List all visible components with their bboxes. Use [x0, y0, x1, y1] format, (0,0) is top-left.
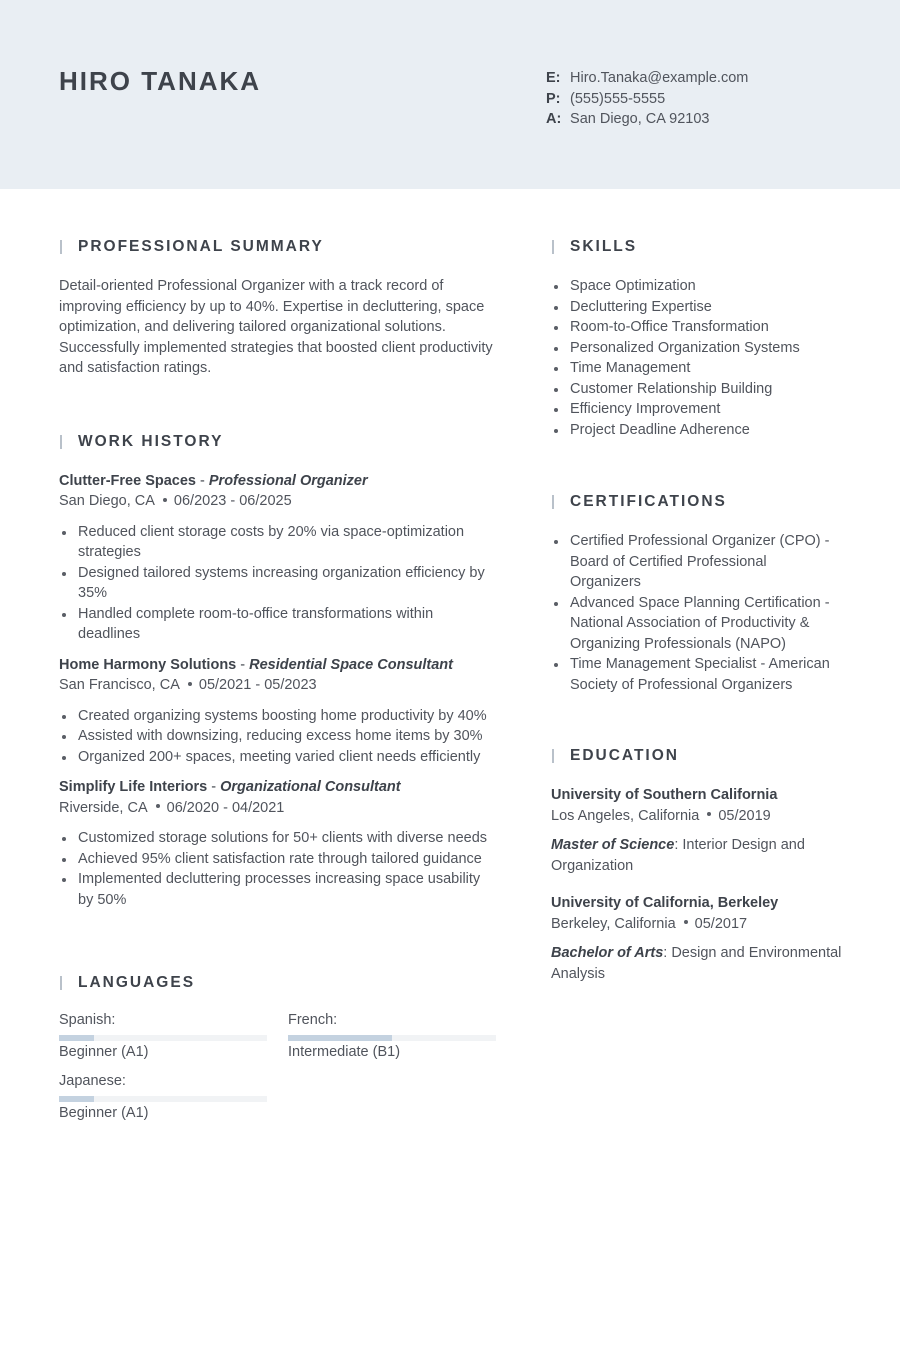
skill-item: Customer Relationship Building — [551, 379, 851, 400]
candidate-name: HIRO TANAKA — [59, 66, 262, 96]
section-marker — [60, 976, 62, 990]
certifications-list — [551, 531, 841, 695]
language-level: Intermediate (B1) — [288, 1043, 401, 1060]
certification-item: Time Management Specialist - American Society of Professional Organizers — [551, 654, 841, 695]
education-degree: Bachelor of Arts — [551, 945, 664, 961]
job-entry — [59, 655, 499, 768]
language-item — [288, 1010, 496, 1062]
job-bullets — [59, 828, 499, 910]
contact-email-key: E: — [546, 70, 561, 86]
languages-heading-text: LANGUAGES — [78, 974, 196, 991]
summary-text: Detail-oriented Professional Organizer with a track record of improving efficiency by up to 40%. Expertise in decluttering, space optimization, and delivering tailored organizational solutions. Successfully implemented strategies that boosted client productivity and satisfaction ratings. — [59, 278, 493, 376]
language-item — [59, 1010, 267, 1062]
skills-list — [551, 276, 851, 440]
job-dates: 05/2021 - 05/2023 — [198, 677, 317, 693]
proficiency-fill — [59, 1096, 94, 1102]
job-bullet: Organized 200+ spaces, meeting varied client needs efficiently — [59, 747, 499, 768]
education-entry — [551, 893, 851, 984]
languages-heading — [59, 972, 499, 994]
education-date: 05/2019 — [718, 807, 771, 824]
contact-email — [546, 68, 748, 89]
job-bullet: Implemented decluttering processes increasing space usability by 50% — [59, 869, 499, 910]
skill-item: Time Management — [551, 358, 851, 379]
education-meta — [551, 806, 851, 827]
skills-heading — [551, 236, 851, 258]
education-heading — [551, 745, 851, 767]
job-entry — [59, 471, 499, 645]
skill-item: Efficiency Improvement — [551, 399, 851, 420]
bullet-dot — [163, 498, 167, 502]
job-dates: 06/2023 - 06/2025 — [173, 493, 292, 509]
skill-item: Room-to-Office Transformation — [551, 317, 851, 338]
job-entry — [59, 777, 499, 910]
summary-heading-text: PROFESSIONAL SUMMARY — [78, 238, 324, 255]
section-marker — [60, 435, 62, 449]
education-school: University of California, Berkeley — [551, 895, 779, 911]
job-bullet: Achieved 95% client satisfaction rate through tailored guidance — [59, 849, 499, 870]
job-title-line: Clutter-Free Spaces - Professional Organizer — [59, 472, 368, 489]
education-degree: Master of Science — [551, 837, 675, 853]
job-bullets — [59, 706, 499, 768]
proficiency-bar — [59, 1096, 267, 1102]
work-history-heading-text: WORK HISTORY — [78, 432, 224, 450]
education-field: : Design and Environmental Analysis — [551, 945, 842, 982]
education-entry — [551, 785, 851, 876]
job-title-line: Simplify Life Interiors - Organizational Consultant — [59, 779, 401, 795]
left-column — [59, 236, 499, 1150]
contact-address-key: A: — [546, 111, 562, 127]
job-company: Simplify Life Interiors — [59, 779, 208, 795]
languages-grid — [59, 1010, 499, 1150]
education-date: 05/2017 — [694, 915, 748, 932]
certifications-heading — [551, 491, 851, 513]
contact-email-value[interactable]: Hiro.Tanaka@example.com — [570, 70, 749, 86]
language-level: Beginner (A1) — [59, 1104, 149, 1121]
proficiency-bar — [288, 1035, 496, 1041]
job-role: Residential Space Consultant — [249, 656, 453, 673]
education-degree-line — [551, 835, 851, 876]
skill-item: Decluttering Expertise — [551, 297, 851, 318]
job-role: Professional Organizer — [208, 472, 368, 489]
section-marker — [60, 240, 62, 254]
skills-heading-text: SKILLS — [570, 238, 638, 255]
job-role: Organizational Consultant — [220, 779, 401, 795]
skill-item: Project Deadline Adherence — [551, 420, 851, 441]
education-field: : Interior Design and Organization — [551, 837, 805, 874]
section-marker — [552, 495, 554, 509]
job-title-line: Home Harmony Solutions - Residential Space Consultant — [59, 656, 453, 673]
job-dates: 06/2020 - 04/2021 — [166, 799, 285, 816]
job-meta — [59, 798, 499, 819]
work-history-heading — [59, 431, 499, 453]
contact-address — [546, 109, 748, 130]
certification-item: Advanced Space Planning Certification - National Association of Productivity & Organizing Professionals (NAPO) — [551, 593, 841, 655]
certification-item: Certified Professional Organizer (CPO) - Board of Certified Professional Organizers — [551, 531, 841, 593]
contact-phone-key: P: — [546, 90, 561, 107]
job-bullet: Reduced client storage costs by 20% via space-optimization strategies — [59, 522, 499, 563]
job-meta — [59, 491, 499, 512]
skill-item: Space Optimization — [551, 276, 851, 297]
bullet-dot — [156, 804, 160, 808]
skill-item: Personalized Organization Systems — [551, 338, 851, 359]
proficiency-fill — [288, 1035, 392, 1041]
contact-phone-value[interactable]: (555)555-5555 — [570, 90, 666, 107]
education-location: Berkeley, California — [551, 915, 676, 932]
job-bullet: Handled complete room-to-office transformations within deadlines — [59, 604, 499, 645]
section-marker — [552, 240, 554, 254]
job-location: Riverside, CA — [59, 799, 148, 816]
job-bullet: Designed tailored systems increasing organization efficiency by 35% — [59, 563, 499, 604]
bullet-dot — [188, 682, 192, 686]
contact-info — [546, 68, 748, 130]
resume-header — [0, 0, 900, 189]
job-location: San Diego, CA — [59, 493, 155, 509]
contact-address-value: San Diego, CA 92103 — [570, 111, 710, 127]
job-bullets — [59, 522, 499, 645]
job-location: San Francisco, CA — [59, 677, 180, 693]
language-item — [59, 1071, 267, 1123]
section-marker — [552, 749, 554, 763]
job-meta — [59, 675, 499, 696]
language-level: Beginner (A1) — [59, 1043, 149, 1060]
language-name: French: — [288, 1012, 338, 1028]
job-bullet: Created organizing systems boosting home productivity by 40% — [59, 706, 499, 727]
education-meta — [551, 914, 851, 935]
language-name: Spanish: — [59, 1012, 116, 1028]
contact-phone — [546, 89, 748, 110]
education-degree-line — [551, 943, 851, 984]
right-column — [551, 236, 851, 984]
education-location: Los Angeles, California — [551, 807, 700, 824]
job-bullet: Assisted with downsizing, reducing excess home items by 30% — [59, 726, 499, 747]
certifications-heading-text: CERTIFICATIONS — [570, 493, 727, 510]
proficiency-bar — [59, 1035, 267, 1041]
bullet-dot — [707, 812, 711, 816]
job-company: Clutter-Free Spaces — [59, 472, 196, 489]
proficiency-fill — [59, 1035, 94, 1041]
summary-heading — [59, 236, 499, 258]
education-heading-text: EDUCATION — [570, 747, 679, 764]
bullet-dot — [684, 920, 688, 924]
education-school: University of Southern California — [551, 787, 778, 803]
language-name: Japanese: — [59, 1073, 126, 1089]
job-company: Home Harmony Solutions — [59, 656, 237, 673]
job-bullet: Customized storage solutions for 50+ clients with diverse needs — [59, 828, 499, 849]
